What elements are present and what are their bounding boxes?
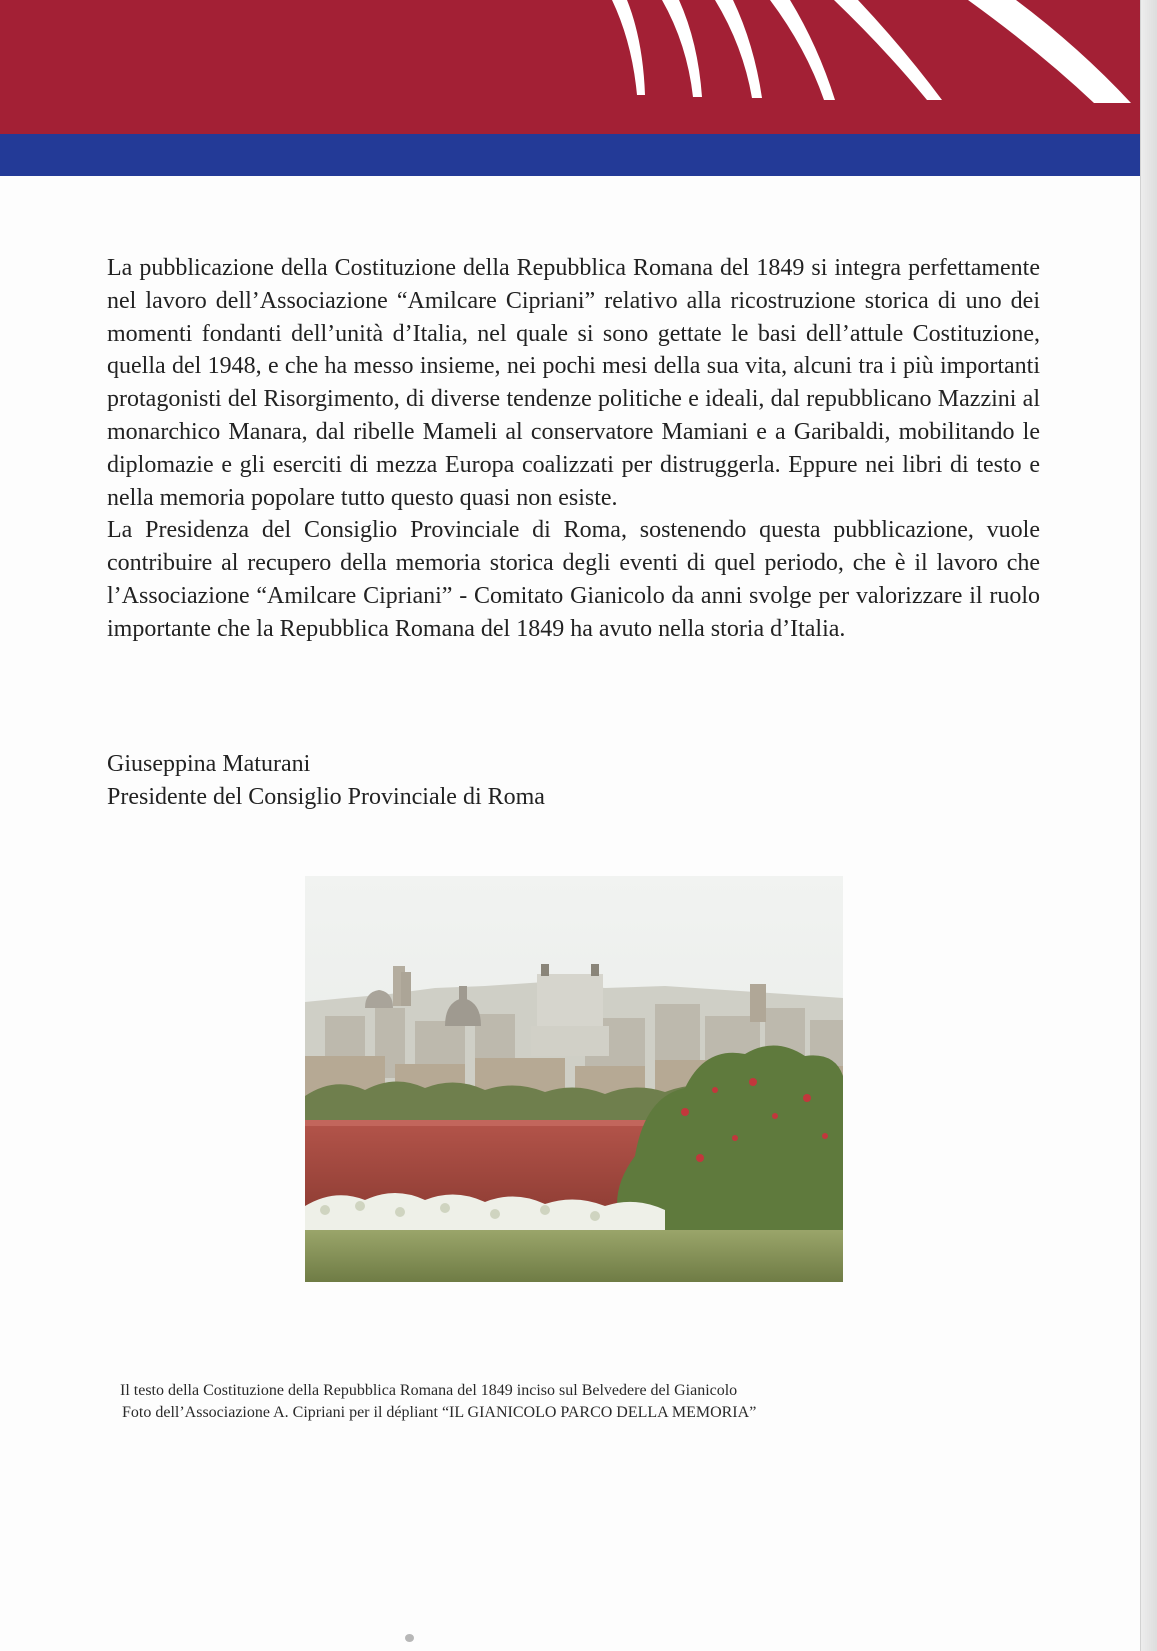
signature-block xyxy=(107,748,545,814)
paragraph-2: La Presidenza del Consiglio Provinciale di Roma, sostenendo questa pubblicazione, vuole contribuire al recupero della memoria storica degli eventi di quel periodo, che è il lavoro che l’Associazione “Amilcare Cipriani” - Comitato Gianicolo da anni svolge per valorizzare il ruolo importante che la Repubblica Romana del 1849 ha avuto nella storia d’Italia. xyxy=(107,517,1040,642)
caption-line-2: Foto dell’Associazione A. Cipriani per il dépliant “IL GIANICOLO PARCO DELLA MEMORIA” xyxy=(122,1404,757,1421)
paragraph-1: La pubblicazione della Costituzione della Repubblica Romana del 1849 si integra perfettamente nel lavoro dell’Associazione “Amilcare Cipriani” relativo alla ricostruzione storica di uno dei momenti fondanti dell’unità d’Italia, nel quale si sono gettate le basi dell’attule Costituzione, quella del 1948, e che ha messo insieme, nei pochi mesi della sua vita, alcuni tra i più importanti protagonisti del Risorgimento, di diverse tendenze politiche e ideali, dal repubblicano Mazzini al monarchico Manara, dal ribelle Mameli al conservatore Mamiani e a Garibaldi, mobilitando le diplomazie e gli eserciti di mezza Europa coalizzati per distruggerla. Eppure nei libri di testo e nella memoria popolare tutto questo quasi non esiste. xyxy=(107,255,1040,511)
photo-caption xyxy=(120,1380,756,1424)
header-band xyxy=(0,0,1140,185)
signature-role: Presidente del Consiglio Provinciale di Roma xyxy=(107,784,545,810)
photo-rome-view xyxy=(305,876,843,1282)
signature-name: Giuseppina Maturani xyxy=(107,751,311,777)
photo-illustration xyxy=(305,876,843,1282)
header-red-band xyxy=(0,0,1140,134)
header-band-graphic xyxy=(0,0,1140,185)
caption-line-1: Il testo della Costituzione della Repubblica Romana del 1849 inciso sul Belvedere del Gianicolo xyxy=(120,1382,738,1399)
header-blue-band xyxy=(0,134,1140,176)
staple-mark xyxy=(405,1634,414,1642)
main-text xyxy=(107,252,1040,646)
page-edge xyxy=(1140,0,1157,1651)
